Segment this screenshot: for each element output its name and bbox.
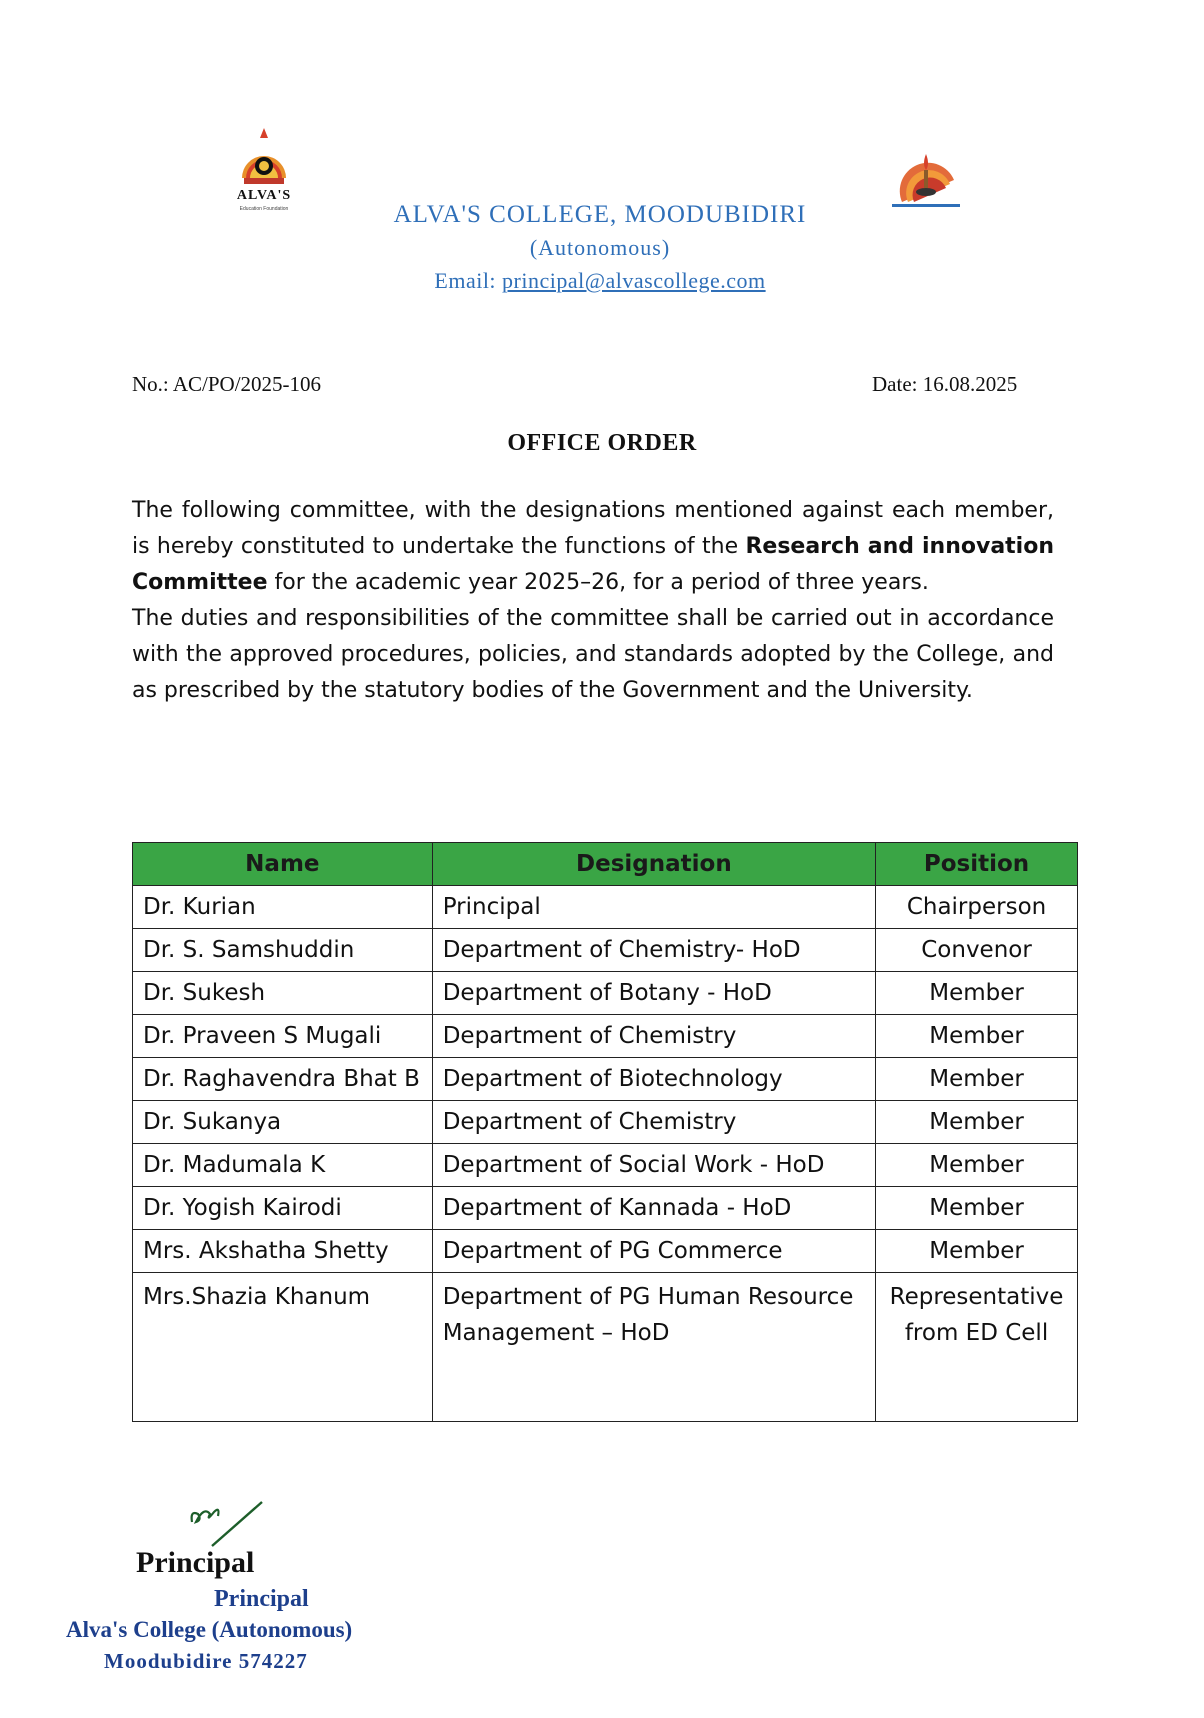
alvas-emblem-icon xyxy=(236,128,292,188)
logo-wordmark: ALVA'S xyxy=(236,188,292,203)
college-status: (Autonomous) xyxy=(529,235,671,260)
member-name: Dr. Kurian xyxy=(133,886,433,929)
member-name: Dr. Praveen S Mugali xyxy=(133,1015,433,1058)
committee-table xyxy=(132,842,1078,1422)
p1-text-end: for the academic year 2025–26, for a period of three years. xyxy=(267,570,929,595)
letterhead-header xyxy=(300,198,900,298)
member-position: Member xyxy=(876,1144,1078,1187)
table-row xyxy=(133,929,1078,972)
member-designation: Department of Social Work - HoD xyxy=(432,1144,875,1187)
member-name: Mrs. Akshatha Shetty xyxy=(133,1230,433,1273)
alvas-logo xyxy=(222,128,306,220)
email-label: Email: xyxy=(434,268,497,293)
stamp-location: Moodubidire 574227 xyxy=(104,1649,308,1673)
member-designation: Department of Botany - HoD xyxy=(432,972,875,1015)
member-position: Chairperson xyxy=(876,886,1078,929)
document-title: OFFICE ORDER xyxy=(507,430,697,456)
member-position: Member xyxy=(876,1058,1078,1101)
email-link[interactable]: principal@alvascollege.com xyxy=(502,268,766,293)
table-row xyxy=(133,1101,1078,1144)
signatory-title: Principal xyxy=(136,1546,255,1579)
order-number: No.: AC/PO/2025-106 xyxy=(132,372,322,396)
member-designation: Department of Chemistry- HoD xyxy=(432,929,875,972)
header-designation: Designation xyxy=(432,843,875,886)
order-paragraph-2: The duties and responsibilities of the committee shall be carried out in accordance with the approved procedures, policies, and standards adopted by the College, and as prescribed by the statutory bodies of the Government and the University. xyxy=(132,606,1054,703)
table-row xyxy=(133,1144,1078,1187)
member-position: Representative from ED Cell xyxy=(876,1273,1078,1422)
table-row xyxy=(133,1058,1078,1101)
member-position: Member xyxy=(876,1230,1078,1273)
principal-stamp xyxy=(58,1584,398,1676)
table-row xyxy=(133,1187,1078,1230)
stamp-title: Principal xyxy=(214,1586,309,1612)
member-designation: Principal xyxy=(432,886,875,929)
member-name: Dr. Sukesh xyxy=(133,972,433,1015)
member-position: Member xyxy=(876,972,1078,1015)
member-designation: Department of Biotechnology xyxy=(432,1058,875,1101)
table-header-row xyxy=(133,843,1078,886)
member-designation: Department of Chemistry xyxy=(432,1101,875,1144)
member-position: Convenor xyxy=(876,929,1078,972)
member-designation: Department of PG Human Resource Management – HoD xyxy=(432,1273,875,1422)
header-name: Name xyxy=(133,843,433,886)
p1-text-start: The following committee, with the designations mentioned against each member, is hereby constituted to undertake the functions of the xyxy=(132,498,1054,559)
signature-mark-icon xyxy=(186,1500,266,1550)
lamp-seal-icon xyxy=(878,140,974,220)
college-name: ALVA'S COLLEGE, MOODUBIDIRI xyxy=(393,201,807,228)
member-name: Mrs.Shazia Khanum xyxy=(133,1273,433,1422)
member-position: Member xyxy=(876,1187,1078,1230)
table-row xyxy=(133,1015,1078,1058)
table-row xyxy=(133,886,1078,929)
member-position: Member xyxy=(876,1015,1078,1058)
member-designation: Department of Kannada - HoD xyxy=(432,1187,875,1230)
member-name: Dr. Sukanya xyxy=(133,1101,433,1144)
member-designation: Department of Chemistry xyxy=(432,1015,875,1058)
member-designation: Department of PG Commerce xyxy=(432,1230,875,1273)
member-name: Dr. S. Samshuddin xyxy=(133,929,433,972)
member-name: Dr. Yogish Kairodi xyxy=(133,1187,433,1230)
member-position: Member xyxy=(876,1101,1078,1144)
logo-subtitle: Education Foundation xyxy=(239,206,289,212)
table-row xyxy=(133,972,1078,1015)
stamp-college: Alva's College (Autonomous) xyxy=(66,1617,353,1642)
table-row xyxy=(133,1273,1078,1422)
table-row xyxy=(133,1230,1078,1273)
member-name: Dr. Raghavendra Bhat B xyxy=(133,1058,433,1101)
header-position: Position xyxy=(876,843,1078,886)
committee-name-bold: Research and innovation Committee xyxy=(132,534,1054,595)
order-paragraph-1 xyxy=(132,493,1054,601)
college-seal xyxy=(878,140,974,230)
order-body xyxy=(132,493,1054,709)
member-name: Dr. Madumala K xyxy=(133,1144,433,1187)
order-date: Date: 16.08.2025 xyxy=(872,372,1018,396)
college-email-line xyxy=(300,264,900,298)
